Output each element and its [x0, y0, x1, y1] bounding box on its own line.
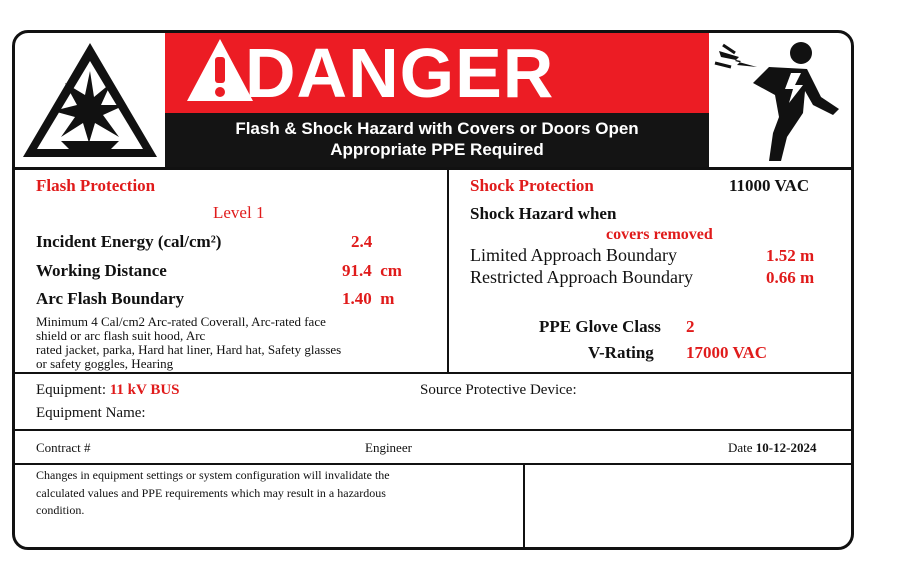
disclaimer-note — [36, 467, 390, 520]
glove-class-label: PPE Glove Class — [539, 317, 661, 336]
limited-approach-label: Limited Approach Boundary — [470, 245, 677, 265]
header-divider — [15, 167, 851, 170]
incident-energy-label: Incident Energy (cal/cm²) — [36, 232, 222, 251]
working-distance-value: 91.4 cm — [342, 261, 402, 280]
hazard-line-2: Appropriate PPE Required — [330, 140, 544, 159]
divider-equipment — [15, 372, 851, 374]
signal-word: DANGER — [245, 34, 555, 112]
divider-contract — [15, 429, 851, 431]
working-distance-label: Working Distance — [36, 261, 167, 280]
limited-approach-value: 1.52 m — [766, 246, 815, 265]
engineer-label: Engineer — [365, 440, 412, 455]
incident-energy-value: 2.4 — [351, 232, 373, 251]
arc-flash-boundary-label: Arc Flash Boundary — [36, 289, 184, 308]
arc-flash-label — [12, 30, 854, 550]
date-row — [728, 440, 816, 456]
v-rating-label: V-Rating — [588, 343, 654, 362]
note-line-3: condition. — [36, 503, 85, 517]
shock-voltage: 11000 VAC — [729, 176, 810, 195]
contract-label: Contract # — [36, 440, 91, 455]
shock-hazard-condition: covers removed — [606, 226, 713, 243]
equipment-label: Equipment: — [36, 382, 106, 398]
divider-note — [15, 463, 851, 465]
ppe-line-1: Minimum 4 Cal/cm2 Arc-rated Coverall, Arc-rated face — [36, 315, 326, 329]
v-rating-value: 17000 VAC — [686, 343, 768, 362]
shock-protection-title: Shock Protection — [470, 176, 594, 195]
equipment-row — [36, 382, 180, 399]
ppe-line-3: rated jacket, parka, Hard hat liner, Hard hat, Safety glasses — [36, 342, 342, 357]
source-protective-device-label: Source Protective Device: — [420, 382, 577, 398]
glove-class-value: 2 — [686, 317, 695, 336]
note-line-1: Changes in equipment settings or system configuration will invalidate the — [36, 468, 390, 482]
flash-level: Level 1 — [213, 203, 265, 222]
section-divider — [447, 169, 449, 373]
arc-flash-warning-icon — [15, 33, 165, 167]
shock-hazard-label: Shock Hazard when — [470, 204, 617, 223]
hazard-line-1: Flash & Shock Hazard with Covers or Doors Open — [235, 119, 639, 138]
restricted-approach-label: Restricted Approach Boundary — [470, 267, 693, 287]
equipment-value: 11 kV BUS — [109, 382, 180, 398]
note-line-2: calculated values and PPE requirements which may result in a hazardous — [36, 485, 386, 500]
date-value: 10-12-2024 — [755, 440, 817, 455]
electric-shock-person-icon — [709, 33, 851, 167]
ppe-line-4: or safety goggles, Hearing — [36, 356, 174, 371]
danger-banner — [165, 33, 709, 113]
ppe-line-2: shield or arc flash suit hood, Arc — [36, 328, 206, 343]
equipment-name-label: Equipment Name: — [36, 405, 146, 421]
ppe-requirements — [36, 315, 441, 371]
date-label: Date — [728, 440, 753, 455]
note-divider — [523, 463, 525, 550]
restricted-approach-value: 0.66 m — [766, 268, 815, 287]
arc-flash-boundary-value: 1.40 m — [342, 289, 395, 308]
flash-protection-title: Flash Protection — [36, 176, 156, 195]
hazard-statement — [165, 113, 709, 167]
